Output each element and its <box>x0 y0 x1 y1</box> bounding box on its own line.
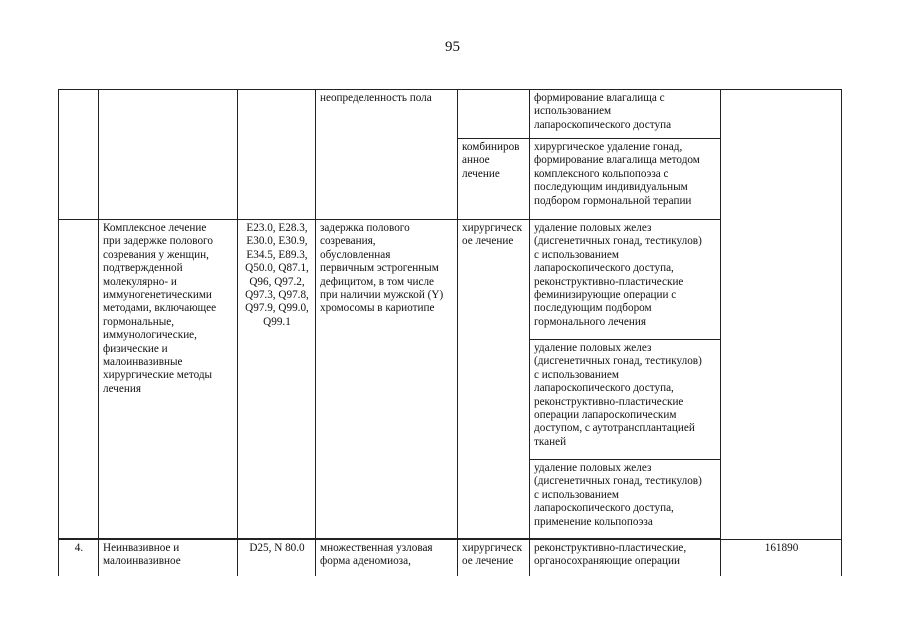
text-lines <box>534 342 717 449</box>
text-lines <box>462 222 526 249</box>
text-line: лечения <box>103 382 141 395</box>
text-line: реконструктивно-пластические <box>534 395 684 408</box>
text-line: созревания, <box>320 235 376 248</box>
text-line: доступом, с аутотрансплантацией <box>534 422 695 435</box>
text-lines <box>534 462 717 529</box>
cell-treatment-method <box>530 540 721 576</box>
text-line: дефицитом, в том числе <box>320 275 435 288</box>
text-lines <box>462 542 526 569</box>
table-row <box>59 90 842 139</box>
text-line: с использованием <box>534 248 619 261</box>
cell-treatment-type <box>458 220 530 539</box>
cell-number <box>59 220 99 539</box>
cell-treatment-method <box>530 460 721 539</box>
text-lines <box>103 222 234 396</box>
table-row <box>59 540 842 576</box>
text-line: лапароскопического доступа <box>534 118 672 131</box>
text-line: феминизирующие операции с <box>534 289 677 302</box>
cell-price: 161890 <box>721 540 842 576</box>
text-line: ое лечение <box>462 555 514 568</box>
text-line: гормонального лечения <box>534 315 646 328</box>
cell-patient-model <box>316 540 458 576</box>
cell-icd-codes <box>238 90 316 220</box>
text-lines <box>534 141 717 208</box>
cell-icd-codes <box>238 220 316 539</box>
cell-number <box>59 90 99 220</box>
text-line: применение кольпопоэза <box>534 515 653 528</box>
text-line: последующим подбором <box>534 302 652 315</box>
text-line: лапароскопического доступа, <box>534 262 674 275</box>
text-line: созревания у женщин, <box>103 248 209 261</box>
text-line: подбором гормональной терапии <box>534 194 692 207</box>
text-line: физические и <box>103 342 168 355</box>
text-line: хирургическ <box>462 542 523 554</box>
text-line: первичным эстрогенным <box>320 262 439 275</box>
text-line: E34.5, E89.3, <box>246 248 308 261</box>
text-line: с использованием <box>534 368 619 381</box>
text-line: с использованием <box>534 488 619 501</box>
text-line: органосохраняющие операции <box>534 555 680 568</box>
text-line: подтвержденной <box>103 262 183 275</box>
text-line: хирургические методы <box>103 369 213 382</box>
text-lines <box>320 92 454 105</box>
text-line: Неинвазивное и <box>103 542 180 554</box>
cell-treatment-method <box>530 340 721 460</box>
text-line: реконструктивно-пластические <box>534 275 684 288</box>
text-line: Q99.1 <box>263 315 291 328</box>
text-line: Q97.3, Q97.8, <box>245 289 309 302</box>
text-line: неопределенность пола <box>320 92 432 104</box>
text-line: реконструктивно-пластические, <box>534 542 687 554</box>
text-line: (дисгенетичных гонад, тестикулов) <box>534 235 702 248</box>
text-line: задержка полового <box>320 222 410 234</box>
text-line: иммунологические, <box>103 329 197 342</box>
text-lines <box>534 92 717 132</box>
text-line: (дисгенетичных гонад, тестикулов) <box>534 475 702 488</box>
text-lines <box>534 542 717 569</box>
text-line: E23.0, E28.3, <box>246 222 308 234</box>
text-line: при задержке полового <box>103 235 213 248</box>
cell-number: 4. <box>59 540 99 576</box>
text-line: удаление половых желез <box>534 222 652 234</box>
text-line: Q50.0, Q87.1, <box>245 262 309 275</box>
text-line: множественная узловая <box>320 542 433 554</box>
text-line: хромосомы в кариотипе <box>320 302 435 315</box>
medical-care-table <box>58 89 842 576</box>
cell-treatment-type <box>458 139 530 220</box>
text-line: молекулярно- и <box>103 275 177 288</box>
text-line: (дисгенетичных гонад, тестикулов) <box>534 355 702 368</box>
text-line: Комплексное лечение <box>103 222 207 234</box>
text-line: комплексного кольпопоэза с <box>534 167 669 180</box>
text-line: последующим индивидуальным <box>534 181 688 194</box>
text-line: тканей <box>534 435 567 448</box>
text-line: Q96, Q97.2, <box>249 275 305 288</box>
text-line: обусловленная <box>320 248 391 261</box>
cell-treatment-method <box>530 220 721 340</box>
text-line: методами, включающее <box>103 302 217 315</box>
text-line: формирование влагалища методом <box>534 154 700 167</box>
cell-patient-model <box>316 90 458 220</box>
text-lines <box>320 222 454 316</box>
cell-treatment-method <box>530 139 721 220</box>
text-line: операции лапароскопическим <box>534 409 677 422</box>
text-line: лечение <box>462 167 500 180</box>
page-number: 95 <box>445 39 460 55</box>
text-line: малоинвазивные <box>103 356 183 369</box>
text-line: иммуногенетическими <box>103 289 212 302</box>
text-line: комбиниров <box>462 141 520 153</box>
text-lines <box>320 542 454 569</box>
text-line: форма аденомиоза, <box>320 555 411 568</box>
text-line: гормональные, <box>103 315 175 328</box>
cell-icd-codes: D25, N 80.0 <box>238 540 316 576</box>
cell-treatment-method <box>530 90 721 139</box>
text-line: лапароскопического доступа, <box>534 382 674 395</box>
cell-care-name <box>99 220 238 539</box>
text-lines <box>242 222 312 329</box>
text-line: удаление половых желез <box>534 462 652 474</box>
text-line: удаление половых желез <box>534 342 652 354</box>
text-line: формирование влагалища с <box>534 92 665 104</box>
text-line: Q97.9, Q99.0, <box>245 302 309 315</box>
cell-price <box>721 90 842 540</box>
cell-treatment-type <box>458 90 530 139</box>
cell-patient-model <box>316 220 458 539</box>
text-line: хирургическое удаление гонад, <box>534 141 683 153</box>
cell-treatment-type <box>458 540 530 576</box>
text-line: использованием <box>534 105 612 118</box>
cell-care-name <box>99 90 238 220</box>
cell-care-name <box>99 540 238 576</box>
text-lines <box>103 542 234 569</box>
text-line: лапароскопического доступа, <box>534 502 674 515</box>
text-lines <box>462 141 526 181</box>
text-line: E30.0, E30.9, <box>246 235 308 248</box>
text-line: анное <box>462 154 490 167</box>
text-line: малоинвазивное <box>103 555 181 568</box>
text-line: ое лечение <box>462 235 514 248</box>
text-lines <box>534 222 717 329</box>
text-line: хирургическ <box>462 222 523 234</box>
text-line: при наличии мужской (Y) <box>320 289 444 302</box>
